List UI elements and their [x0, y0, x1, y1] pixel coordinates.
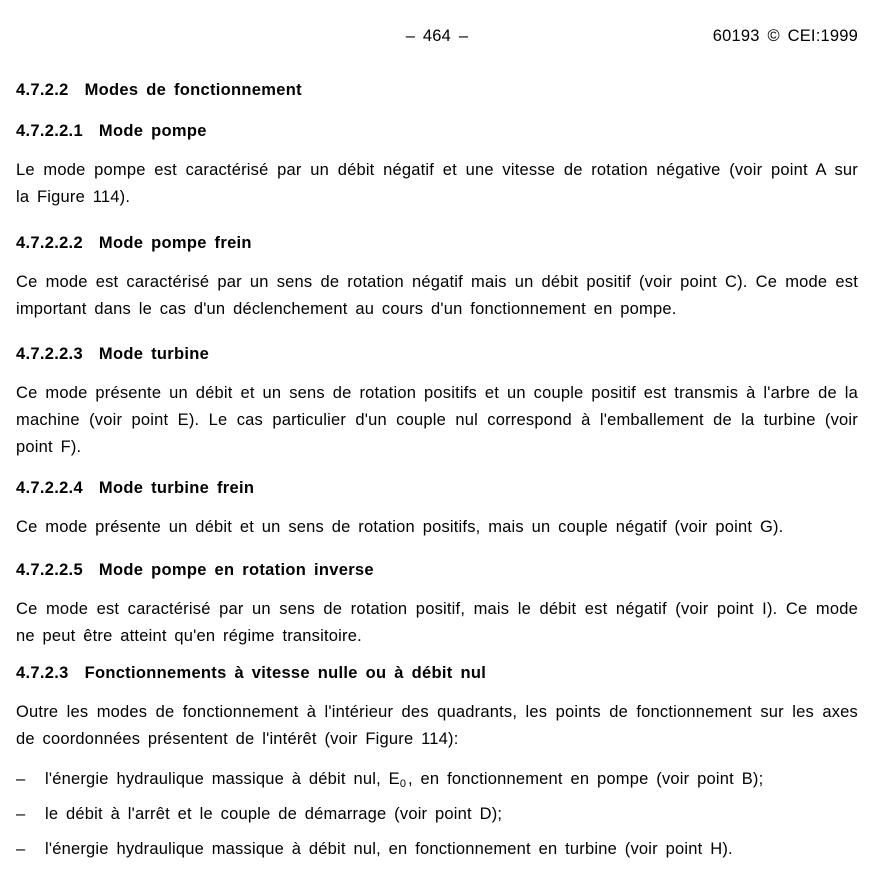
- heading-number: 4.7.2.2.1: [16, 122, 83, 140]
- heading-mode-pompe-frein: [16, 233, 858, 253]
- heading-mode-pompe-rotation-inverse: [16, 560, 858, 580]
- page-number: – 464 –: [405, 27, 469, 45]
- heading-number: 4.7.2.2.2: [16, 234, 83, 252]
- dash-marker: –: [16, 805, 26, 823]
- list-item-text: l'énergie hydraulique massique à débit nul, en fonctionnement en turbine (voir point H).: [45, 840, 733, 858]
- dash-marker: –: [16, 770, 26, 788]
- dash-list: [16, 766, 858, 863]
- heading-title: Mode turbine frein: [98, 479, 255, 497]
- paragraph-mode-pompe: Le mode pompe est caractérisé par un débit négatif et une vitesse de rotation négative (voir point A sur la Figure 114).: [16, 161, 858, 206]
- list-item-energie-pompe: [16, 766, 858, 793]
- heading-number: 4.7.2.2: [16, 81, 69, 99]
- heading-number: 4.7.2.2.3: [16, 345, 83, 363]
- subscript-zero: 0: [399, 778, 406, 790]
- paragraph-mode-pompe-frein: Ce mode est caractérisé par un sens de rotation négatif mais un débit positif (voir point C). Ce mode est important dans le cas d'un déclenchement au cours d'un fonctionnement en pompe.: [16, 273, 858, 318]
- dash-marker: –: [16, 840, 26, 858]
- heading-number: 4.7.2.3: [16, 664, 69, 682]
- list-item-debit-arret: [16, 801, 858, 828]
- heading-title: Modes de fonctionnement: [84, 81, 302, 99]
- heading-number: 4.7.2.2.4: [16, 479, 83, 497]
- paragraph-mode-turbine: Ce mode présente un débit et un sens de rotation positifs et un couple positif est transmis à l'arbre de la machine (voir point E). Le cas particulier d'un couple nul correspond à l'emballement de la turbine (voir point F).: [16, 384, 858, 456]
- heading-title: Mode turbine: [98, 345, 210, 363]
- page-header: [16, 26, 858, 46]
- heading-modes-de-fonctionnement: [16, 80, 858, 100]
- doc-reference: 60193 © CEI:1999: [712, 27, 858, 45]
- heading-mode-turbine-frein: [16, 478, 858, 498]
- heading-title: Mode pompe en rotation inverse: [98, 561, 374, 579]
- paragraph-mode-pompe-rotation-inverse: Ce mode est caractérisé par un sens de rotation positif, mais le débit est négatif (voir point I). Ce mode ne peut être atteint qu'en régime transitoire.: [16, 600, 858, 645]
- heading-mode-pompe: [16, 121, 858, 141]
- list-item-energie-turbine: [16, 836, 858, 863]
- heading-title: Mode pompe: [98, 122, 207, 140]
- heading-fonctionnements-vitesse-nulle: [16, 663, 858, 683]
- list-item-text-pre: l'énergie hydraulique massique à débit nul, E: [45, 770, 400, 788]
- heading-title: Mode pompe frein: [98, 234, 252, 252]
- paragraph-mode-turbine-frein: Ce mode présente un débit et un sens de rotation positifs, mais un couple négatif (voir point G).: [16, 518, 784, 536]
- list-item-text: [45, 766, 858, 793]
- paragraph-fonctionnements-vitesse-nulle: Outre les modes de fonctionnement à l'intérieur des quadrants, les points de fonctionnement sur les axes de coordonnées présentent de l'intérêt (voir Figure 114):: [16, 703, 858, 748]
- list-item-text: le débit à l'arrêt et le couple de démarrage (voir point D);: [45, 805, 503, 823]
- heading-mode-turbine: [16, 344, 858, 364]
- heading-title: Fonctionnements à vitesse nulle ou à débit nul: [84, 664, 487, 682]
- list-item-text-post: , en fonctionnement en pompe (voir point B);: [407, 770, 764, 788]
- heading-number: 4.7.2.2.5: [16, 561, 83, 579]
